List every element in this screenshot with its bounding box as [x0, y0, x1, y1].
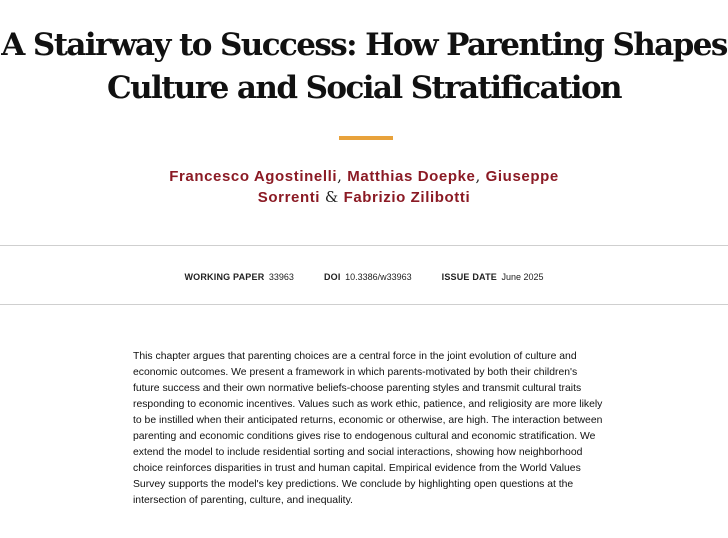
- author-link-zilibotti[interactable]: Fabrizio Zilibotti: [343, 189, 471, 206]
- author-separator: ,: [337, 167, 343, 185]
- doi-value: 10.3386/w33963: [345, 272, 412, 282]
- working-paper-number: 33963: [268, 272, 294, 282]
- author-separator: &: [324, 188, 339, 206]
- author-separator: ,: [475, 167, 481, 185]
- author-link-doepke[interactable]: Matthias Doepke: [347, 168, 476, 185]
- author-link-agostinelli[interactable]: Francesco Agostinelli: [169, 168, 338, 185]
- title-accent-divider: [339, 136, 393, 140]
- doi-meta: [324, 271, 412, 283]
- doi-label: DOI: [323, 272, 341, 282]
- paper-metadata-band: [0, 245, 728, 305]
- issue-date-value: June 2025: [501, 272, 544, 282]
- issue-date-meta: [442, 271, 544, 283]
- page-title: A Stairway to Success: How Parenting Shapes Culture and Social Stratification: [1, 27, 727, 106]
- author-list: [140, 166, 588, 208]
- issue-date-label: ISSUE DATE: [441, 272, 497, 282]
- paper-metadata-row: [0, 271, 728, 283]
- working-paper-label: WORKING PAPER: [184, 272, 265, 282]
- abstract-text: This chapter argues that parenting choices are a central force in the joint evolution of culture and economic outcomes. We present a framework in which parents-motivated by both their children's future success and their own normative beliefs-choose parenting styles and transmit cultural traits responding to economic incentives. Values such as work ethic, patience, and religiosity are more likely to be instilled when their anticipated returns, economic or otherwise, are high. The interaction between parenting and economic conditions gives rise to endogenous cultural and economic stratification. We extend the model to include residential sorting and social interactions, showing how neighborhood choice reinforces disparities in trust and human capital. Empirical evidence from the World Values Survey supports the model's key predictions. We conclude by highlighting open questions at the intersection of parenting, culture, and inequality.: [133, 351, 603, 506]
- working-paper-meta: [184, 271, 293, 283]
- author-link-sorrenti[interactable]: Giuseppe Sorrenti: [257, 168, 559, 206]
